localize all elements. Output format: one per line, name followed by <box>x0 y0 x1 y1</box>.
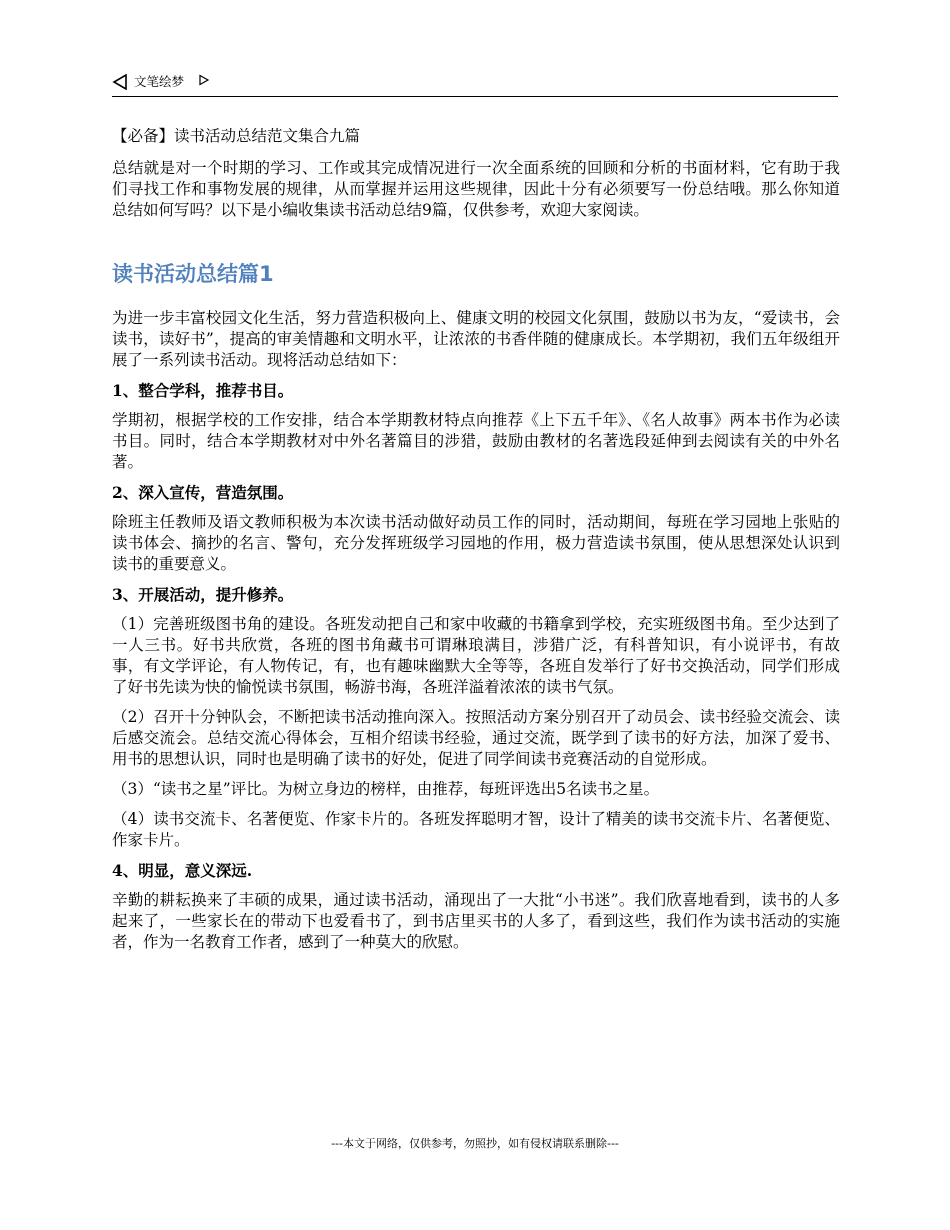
subheading: 1、整合学科，推荐书目。 <box>112 381 294 400</box>
section-paragraph: 辛勤的耕耘换来了丰硕的成果，通过读书活动，涌现出了一大批“小书迷”。我们欣喜地看到，读书的人多起来了，一些家长在的带动下也爱看书了，到书店里买书的人多了，看到这些，我们作为读书活动的实施者，作为一名教育工作者，感到了一种莫大的欣慰。 <box>112 891 840 951</box>
subheading: 4、明显，意义深远. <box>112 861 253 880</box>
section-paragraph: 为进一步丰富校园文化生活，努力营造积极向上、健康文明的校园文化氛围，鼓励以书为友，“爱读书，会读书，读好书”，提高的审美情趣和文明水平，让浓浓的书香伴随的健康成长。本学期初，我们五年级组开展了一系列读书活动。现将活动总结如下： <box>112 309 840 369</box>
section-heading: 读书活动总结篇1 <box>112 262 274 286</box>
triangle-left-icon <box>112 74 128 90</box>
section-paragraph: （3）“读书之星”评比。为树立身边的榜样，由推荐，每班评选出5名读书之星。 <box>112 780 660 798</box>
section-paragraph: （4）读书交流卡、名著便览、作家卡片的。各班发挥聪明才智，设计了精美的读书交流卡片、名著便览、作家卡片。 <box>112 810 840 849</box>
section-paragraph: （1）完善班级图书角的建设。各班发动把自己和家中收藏的书籍拿到学校，充实班级图书角。至少达到了一人三书。好书共欣赏，各班的图书角藏书可谓琳琅满目，涉猎广泛，有科普知识，有小说评书，有故事，有文学评论，有人物传记，有，也有趣味幽默大全等等，各班自发举行了好书交换活动，同学们形成了好书先读为快的愉悦读书氛围，畅游书海，各班洋溢着浓浓的读书气氛。 <box>112 615 840 696</box>
document-body <box>112 126 840 962</box>
document-title: 【必备】读书活动总结范文集合九篇 <box>112 127 361 145</box>
subheading: 2、深入宣传，营造氛围。 <box>112 483 294 502</box>
intro-paragraph: 总结就是对一个时期的学习、工作或其完成情况进行一次全面系统的回顾和分析的书面材料，它有助于我们寻找工作和事物发展的规律，从而掌握并运用这些规律，因此十分有必须要写一份总结哦。那么你知道总结如何写吗？以下是小编收集读书活动总结9篇，仅供参考，欢迎大家阅读。 <box>112 159 840 219</box>
page-header <box>112 72 838 97</box>
section-paragraph: （2）召开十分钟队会，不断把读书活动推向深入。按照活动方案分别召开了动员会、读书经验交流会、读后感交流会。总结交流心得体会，互相介绍读书经验，通过交流，既学到了读书的好方法，加深了爱书、用书的思想认识，同时也是明确了读书的好处，促进了同学间读书竞赛活动的自觉形成。 <box>112 708 840 768</box>
section-paragraph: 学期初，根据学校的工作安排，结合本学期教材特点向推荐《上下五千年》、《名人故事》两本书作为必读书目。同时，结合本学期教材对中外名著篇目的涉猎，鼓励由教材的名著选段延伸到去阅读有关的中外名著。 <box>112 411 840 471</box>
header-title: 文笔绘梦 <box>134 74 185 89</box>
triangle-right-icon <box>198 74 210 86</box>
page-footer: ---本文于网络，仅供参考，勿照抄，如有侵权请联系删除--- <box>331 1137 619 1150</box>
subheading: 3、开展活动，提升修养。 <box>112 585 294 604</box>
section-paragraph: 除班主任教师及语文教师积极为本次读书活动做好动员工作的同时，活动期间，每班在学习园地上张贴的读书体会、摘抄的名言、警句，充分发挥班级学习园地的作用，极力营造读书氛围，使从思想深处认识到读书的重要意义。 <box>112 513 840 573</box>
